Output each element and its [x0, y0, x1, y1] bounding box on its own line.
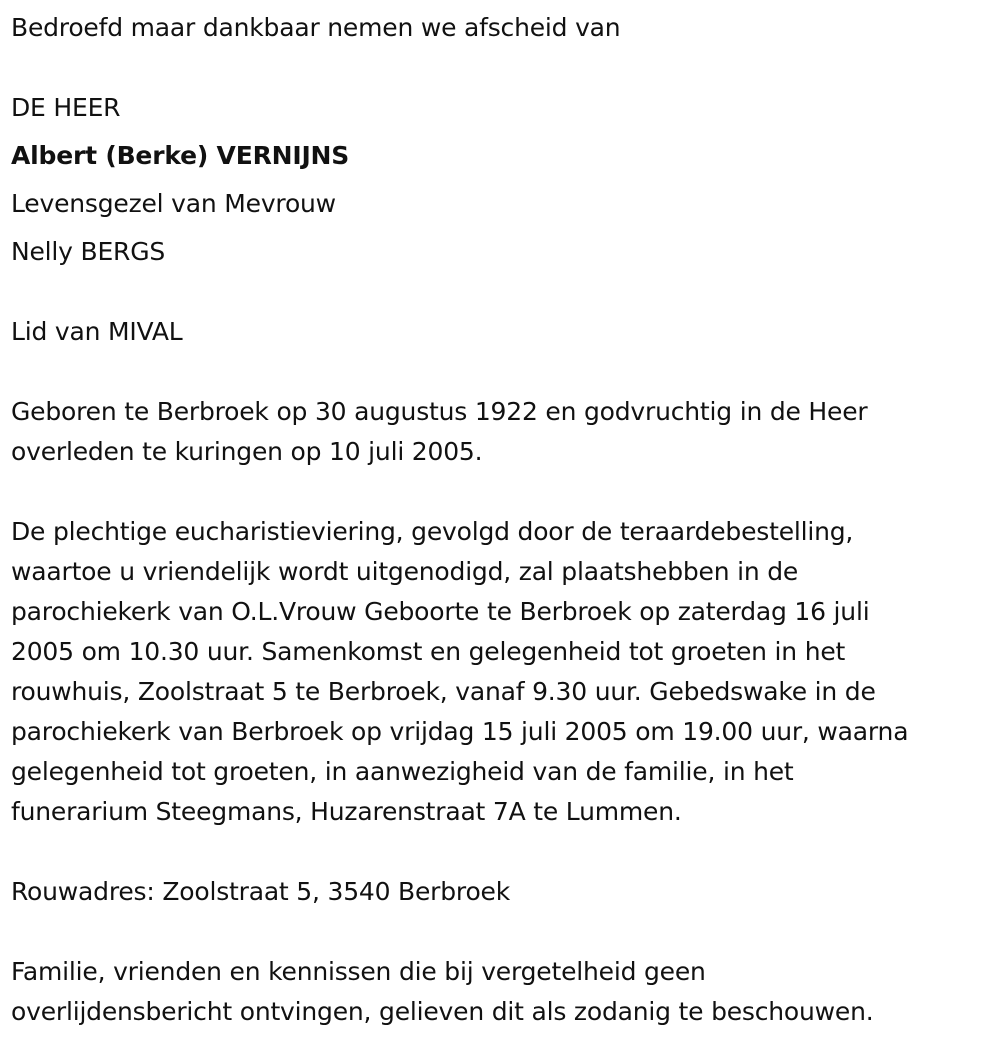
birth-death-paragraph: [11, 392, 1000, 472]
membership-text: Lid van MIVAL: [11, 317, 183, 346]
spacer: [11, 832, 1000, 872]
honorific-title: DE HEER: [11, 93, 121, 122]
spacer: [11, 912, 1000, 952]
paragraph-line: parochiekerk van O.L.Vrouw Geboorte te Berbroek op zaterdag 16 juli: [11, 597, 870, 626]
paragraph-line: overleden te kuringen op 10 juli 2005.: [11, 437, 483, 466]
ceremony-paragraph: [11, 512, 1000, 832]
mourning-address: Rouwadres: Zoolstraat 5, 3540 Berbroek: [11, 877, 511, 906]
paragraph-line: overlijdensbericht ontvingen, gelieven dit als zodanig te beschouwen.: [11, 997, 874, 1026]
spacer: [11, 352, 1000, 392]
paragraph-line: Geboren te Berbroek op 30 augustus 1922 en godvruchtig in de Heer: [11, 397, 868, 426]
paragraph-line: funerarium Steegmans, Huzarenstraat 7A te Lummen.: [11, 797, 682, 826]
paragraph-line: parochiekerk van Berbroek op vrijdag 15 juli 2005 om 19.00 uur, waarna: [11, 717, 909, 746]
partner-line-2: Nelly BERGS: [11, 237, 166, 266]
spacer: [11, 272, 1000, 312]
paragraph-line: De plechtige eucharistieviering, gevolgd door de teraardebestelling,: [11, 517, 854, 546]
intro-text: Bedroefd maar dankbaar nemen we afscheid van: [11, 13, 621, 42]
closing-paragraph: [11, 952, 1000, 1032]
paragraph-line: waartoe u vriendelijk wordt uitgenodigd, zal plaatshebben in de: [11, 557, 799, 586]
spacer: [11, 472, 1000, 512]
paragraph-line: rouwhuis, Zoolstraat 5 te Berbroek, vanaf 9.30 uur. Gebedswake in de: [11, 677, 876, 706]
spacer: [11, 48, 1000, 88]
paragraph-line: 2005 om 10.30 uur. Samenkomst en gelegenheid tot groeten in het: [11, 637, 846, 666]
paragraph-line: gelegenheid tot groeten, in aanwezigheid van de familie, in het: [11, 757, 794, 786]
partner-line-1: Levensgezel van Mevrouw: [11, 189, 336, 218]
deceased-name: Albert (Berke) VERNIJNS: [11, 141, 350, 170]
paragraph-line: Familie, vrienden en kennissen die bij vergetelheid geen: [11, 957, 706, 986]
